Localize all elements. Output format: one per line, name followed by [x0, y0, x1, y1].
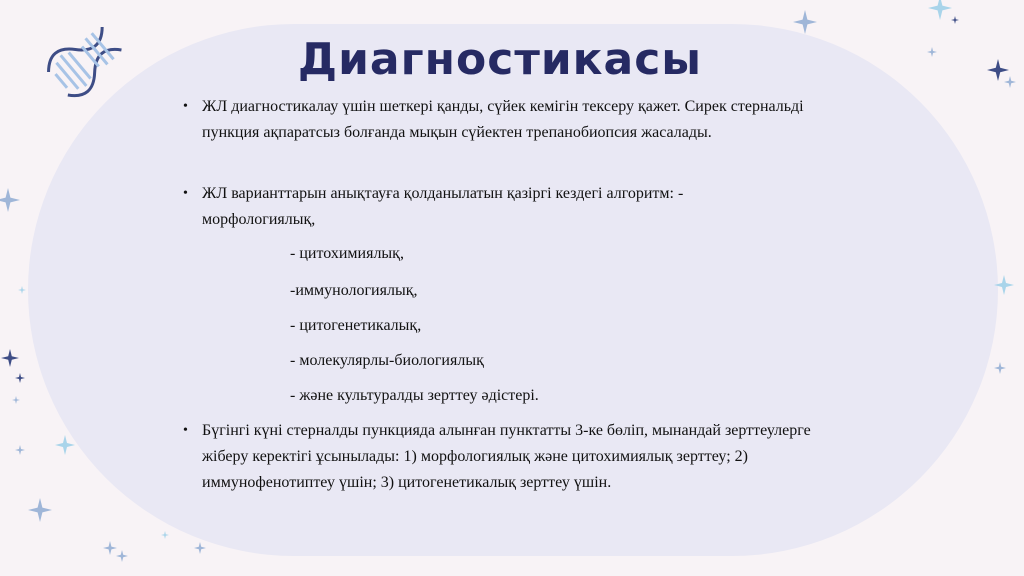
slide-title: Диагностикасы: [297, 34, 703, 85]
bullet-marker: •: [183, 423, 188, 438]
sub-item: - молекулярлы-биологиялық: [290, 352, 484, 369]
bullet-text: ЖЛ диагностикалау үшін шеткері қанды, сүйек кемігін тексеру қажет. Сирек стернальді пункция ақпаратсыз болғанда мықын сүйектен трепанобиопсия жасалады.: [202, 98, 804, 141]
sub-item: - цитогенетикалық,: [290, 317, 422, 334]
sub-item: - цитохимиялық,: [290, 245, 404, 262]
bullet-marker: •: [183, 99, 188, 114]
sub-item: -иммунологиялық,: [290, 282, 418, 299]
bullet-text: ЖЛ варианттарын анықтауға қолданылатын қазіргі кездегі алгоритм: - морфологиялық,: [202, 185, 684, 228]
sub-item: - және культуралды зерттеу әдістері.: [290, 387, 539, 404]
bullet-text: Бүгінгі күні стерналды пункцияда алынған пунктатты 3-ке бөліп, мынандай зерттеулерге жіберу керектігі ұсынылады: 1) морфологиялық және цитохимиялық зерттеу; 2) иммунофенотиптеу үшін; 3) цитогенетикалық зерттеу үшін.: [202, 422, 811, 491]
bullet-marker: •: [183, 186, 188, 201]
